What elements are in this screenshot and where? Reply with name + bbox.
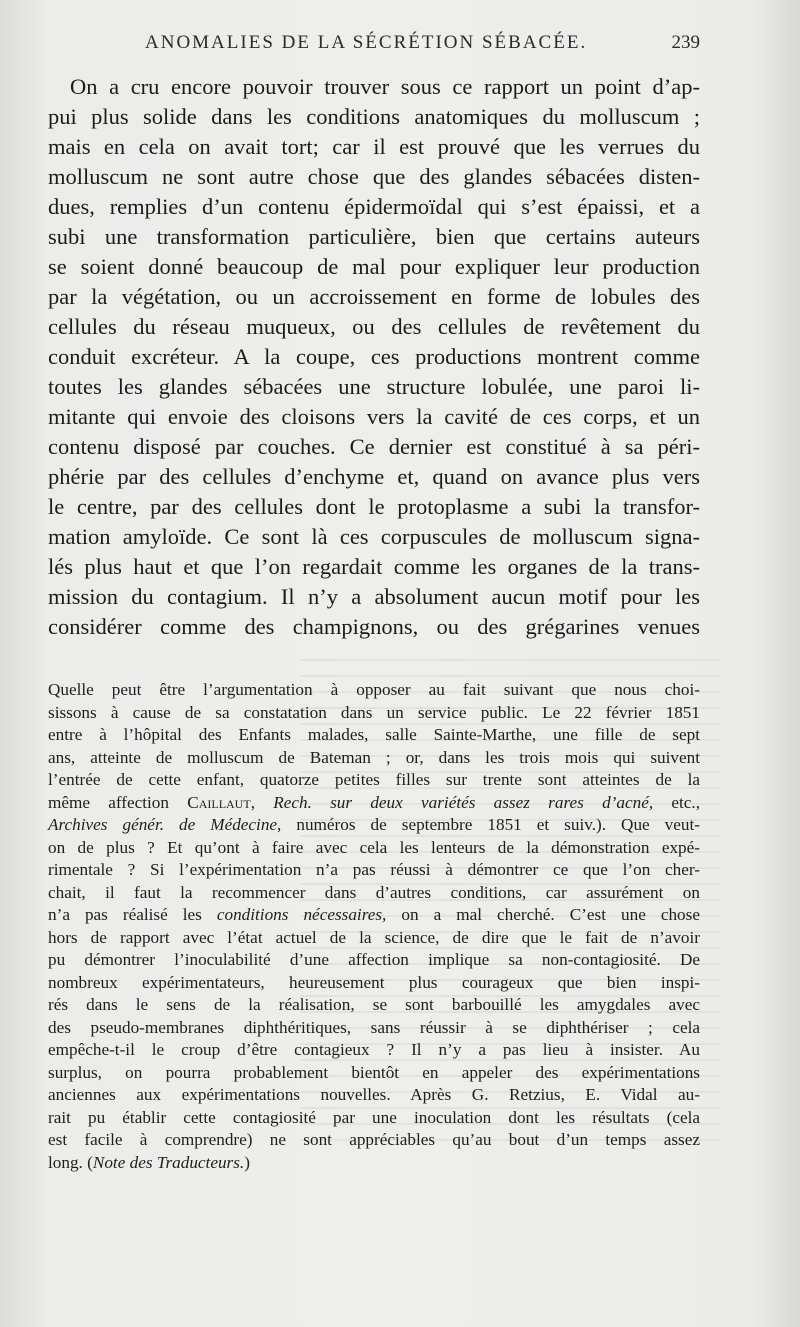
footnote-line: hors de rapport avec l’état actuel de la science, de dire que le fait de n’avoir — [48, 927, 700, 947]
footnote-line — [48, 814, 700, 837]
text-line: molluscum ne sont autre chose que des glandes sébacées disten- — [48, 164, 700, 189]
translator-footnote — [48, 679, 700, 1174]
footnote-line: nombreux expérimentateurs, heureusement plus courageux que bien inspi- — [48, 972, 700, 992]
text-line: considérer comme des champignons, ou des grégarines venues — [48, 614, 700, 639]
emphasis: conditions nécessaires, — [216, 905, 387, 924]
footnote-line: entre à l’hôpital des Enfants malades, salle Sainte-Marthe, une fille de sept — [48, 725, 700, 744]
text-line: mission du contagium. Il n’y a absolument aucun motif pour les — [48, 584, 700, 609]
footnote-text: etc., — [653, 792, 701, 812]
footnote-line — [48, 904, 700, 927]
text-line: cellules du réseau muqueux, ou des cellules de revêtement du — [48, 314, 700, 339]
footnote-text: long. ( — [48, 1152, 93, 1172]
footnote-line: Quelle peut être l’argumentation à opposer au fait suivant que nous choi- — [48, 680, 700, 699]
text-line: toutes les glandes sébacées une structure lobulée, une paroi li- — [48, 374, 700, 399]
footnote-line: des pseudo-membranes diphthéritiques, sans réussir à se diphthériser ; cela — [48, 1017, 700, 1037]
text-line: On a cru encore pouvoir trouver sous ce rapport un point d’ap- — [70, 74, 700, 99]
footnote-text: ) — [244, 1152, 250, 1172]
text-line: dues, remplies d’un contenu épidermoïdal qui s’est épaissi, et a — [48, 194, 700, 219]
text-line: mitante qui envoie des cloisons vers la cavité de ces corps, et un — [48, 404, 700, 429]
footnote-line: rés dans le sens de la réalisation, se sont barbouillé les amygdales avec — [48, 995, 700, 1014]
footnote-text: même affection — [48, 792, 188, 812]
text-line: phérie par des cellules d’enchyme et, quand on avance plus vers — [48, 464, 700, 489]
page-number: 239 — [671, 32, 700, 53]
text-line: lés plus haut et que l’on regardait comme les organes de la trans- — [48, 554, 700, 579]
footnote-text: n’a pas réalisé les — [48, 905, 217, 924]
footnote-line: rait pu établir cette contagiosité par une inoculation dont les résultats (cela — [48, 1107, 700, 1127]
footnote-line: on de plus ? Et qu’ont à faire avec cela les lenteurs de la démonstration expé- — [48, 837, 700, 857]
footnote-line: anciennes aux expérimentations nouvelles. Après G. Retzius, E. Vidal au- — [48, 1085, 700, 1104]
footnote-text: , — [250, 792, 274, 812]
running-title: ANOMALIES DE LA SÉCRÉTION SÉBACÉE. — [145, 32, 588, 53]
translator-note-label: Note des Traducteurs. — [92, 1152, 245, 1172]
footnote-line: pu démontrer l’inoculabilité d’une affection implique sa non-contagiosité. De — [48, 950, 700, 969]
text-line: mais en cela on avait tort; car il est prouvé que les verrues du — [48, 134, 700, 159]
text-line: subi une transformation particulière, bien que certains auteurs — [48, 224, 700, 249]
cited-title: Rech. sur deux variétés assez rares d’acné, — [273, 792, 654, 812]
page-header — [48, 30, 700, 60]
main-paragraph — [48, 72, 700, 642]
footnote-line: sissons à cause de sa constatation dans un service public. Le 22 février 1851 — [48, 702, 700, 722]
text-line: par la végétation, ou un accroissement en forme de lobules des — [48, 284, 700, 309]
text-line: le centre, par des cellules dont le protoplasme a subi la transfor- — [48, 494, 700, 519]
text-line: se soient donné beaucoup de mal pour expliquer leur production — [48, 254, 700, 279]
footnote-line: empêche-t-il le croup d’être contagieux ? Il n’y a pas lieu à insister. Au — [48, 1040, 700, 1059]
footnote-line: chait, il faut la recommencer dans d’autres conditions, car assurément on — [48, 882, 700, 902]
footnote-line: est facile à comprendre) ne sont appréciables qu’au bout d’un temps assez — [48, 1130, 700, 1149]
text-line: contenu disposé par couches. Ce dernier est constitué à sa péri- — [48, 434, 700, 459]
footnote-text: numéros de septembre 1851 et suiv.). Que veut- — [281, 815, 700, 834]
cited-journal: Archives génér. de Médecine, — [48, 815, 282, 834]
footnote-line — [48, 1152, 700, 1175]
author-name: Caillaut — [187, 792, 251, 812]
footnote-line: ans, atteinte de molluscum de Bateman ; or, dans les trois mois qui suivent — [48, 747, 700, 767]
footnote-text: on a mal cherché. C’est une chose — [386, 905, 700, 924]
footnote-line: rimentale ? Si l’expérimentation n’a pas réussi à démontrer ce que l’on cher- — [48, 860, 700, 879]
text-line: conduit excréteur. A la coupe, ces productions montrent comme — [48, 344, 700, 369]
text-line: mation amyloïde. Ce sont là ces corpuscules de molluscum signa- — [48, 524, 700, 549]
footnote-line: surplus, on pourra probablement bientôt en appeler des expérimentations — [48, 1062, 700, 1082]
text-line: pui plus solide dans les conditions anatomiques du molluscum ; — [48, 104, 700, 129]
footnote-line — [48, 792, 700, 815]
footnote-line: l’entrée de cette enfant, quatorze petites filles sur trente sont atteintes de la — [48, 770, 700, 789]
